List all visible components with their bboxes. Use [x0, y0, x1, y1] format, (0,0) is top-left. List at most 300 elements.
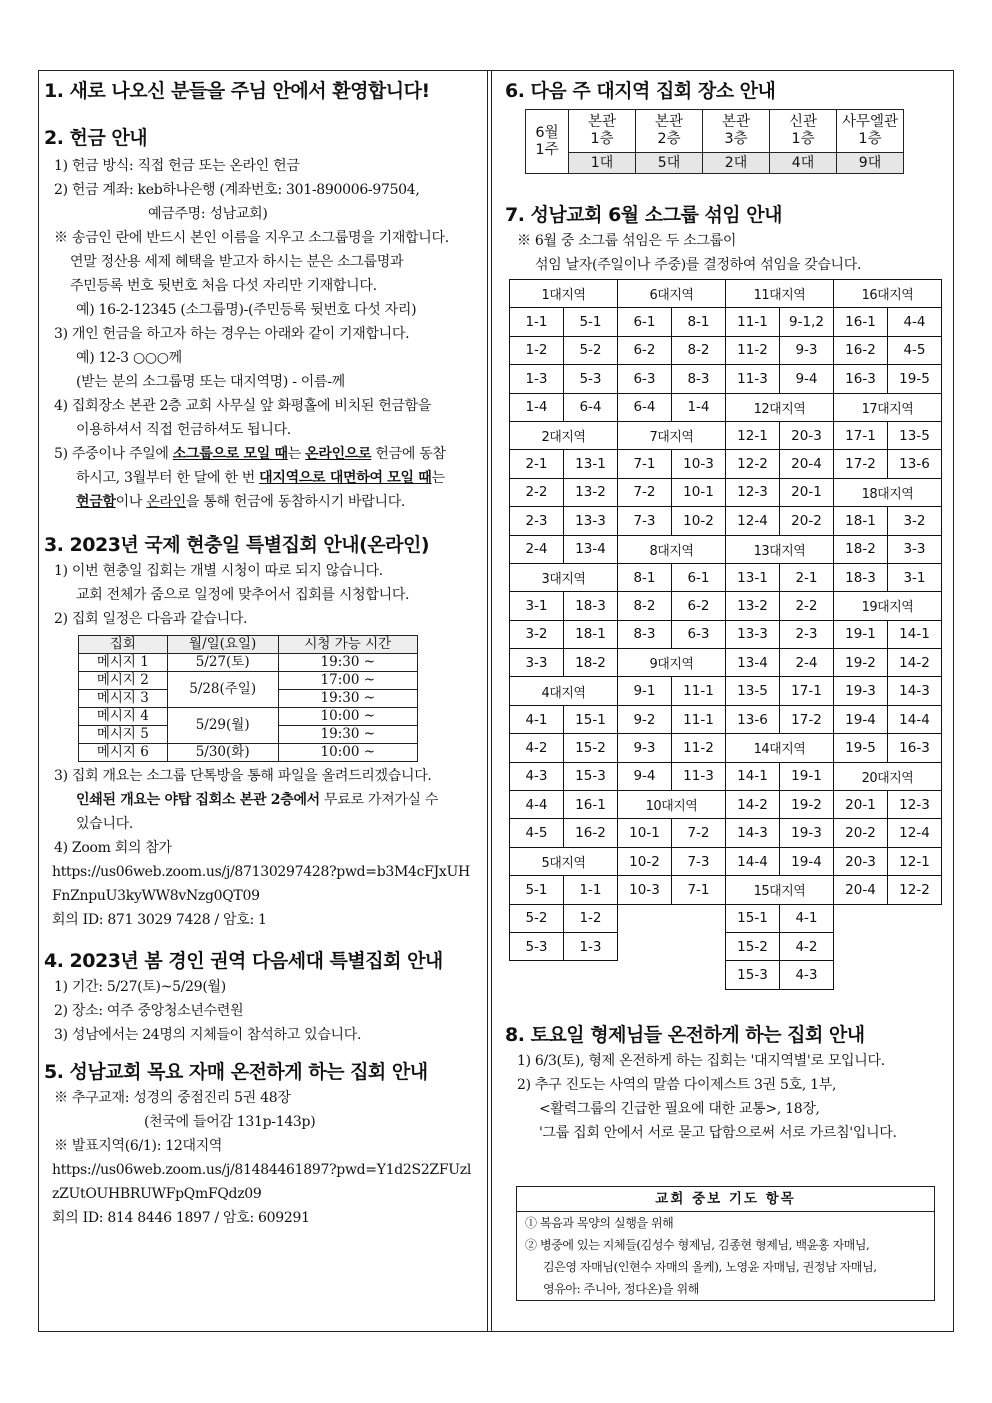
group-cell: 14-2	[726, 791, 780, 819]
group-cell: 1-4	[510, 393, 564, 421]
table-row	[510, 365, 942, 393]
group-cell: 11-3	[672, 762, 726, 790]
table-cell: 5/30(화)	[167, 744, 278, 762]
group-cell: 10-2	[672, 507, 726, 535]
group-cell: 7-3	[672, 847, 726, 875]
table-header-cell: 집회	[79, 636, 168, 654]
group-cell: 20-1	[834, 791, 888, 819]
table-row	[510, 762, 942, 790]
region-header-cell: 12대지역	[726, 393, 834, 421]
table-cell: 5/28(주일)	[167, 672, 278, 708]
table-row	[510, 819, 942, 847]
section-1-title: 1. 새로 나오신 분들을 주님 안에서 환영합니다!	[44, 80, 430, 102]
group-cell: 1-2	[564, 904, 618, 932]
group-cell: 8-2	[618, 592, 672, 620]
group-cell: 19-2	[780, 791, 834, 819]
text-line: 예) 16-2-12345 (소그룹명)-(주민등록 뒷번호 다섯 자리)	[76, 302, 417, 318]
place-cell: 본관 3층	[703, 110, 770, 153]
prayer-item: ① 복음과 목양의 실행을 위해	[525, 1216, 674, 1230]
group-cell: 12-1	[888, 847, 942, 875]
group-cell: 2-3	[510, 507, 564, 535]
group-cell: 12-3	[888, 791, 942, 819]
group-cell: 4-3	[510, 762, 564, 790]
prayer-box	[516, 1186, 935, 1301]
group-cell: 3-2	[888, 507, 942, 535]
table-cell: 17:00 ~	[278, 672, 417, 690]
text-line: 1) 6/3(토), 형제 온전하게 하는 집회는 '대지역별'로 모입니다.	[517, 1052, 885, 1069]
group-cell: 4-2	[780, 932, 834, 960]
group-cell: 11-1	[726, 308, 780, 336]
group-cell: 11-3	[726, 365, 780, 393]
table-row	[510, 450, 942, 478]
region-header-cell: 9대지역	[618, 649, 726, 677]
text-span: 을 통해 헌금에 동참하시기 바랍니다.	[185, 494, 406, 510]
group-cell: 13-4	[726, 649, 780, 677]
table-cell: 10:00 ~	[278, 744, 417, 762]
group-cell: 7-1	[618, 450, 672, 478]
table-row	[510, 478, 942, 506]
region-header-cell: 15대지역	[726, 876, 834, 904]
text-line	[54, 442, 484, 466]
group-cell: 9-3	[618, 734, 672, 762]
group-cell: 14-4	[726, 847, 780, 875]
table-cell: 메시지 3	[79, 690, 168, 708]
group-cell: 18-2	[564, 649, 618, 677]
meeting-id: 회의 ID: 871 3029 7428 / 암호: 1	[52, 912, 267, 928]
group-cell: 1-3	[510, 365, 564, 393]
text-span: 현금함	[76, 494, 116, 510]
text-line: 4) 집회장소 본관 2층 교회 사무실 앞 화평홀에 비치된 헌금함을	[54, 398, 432, 414]
group-cell: 15-1	[726, 904, 780, 932]
group-cell: 10-1	[618, 819, 672, 847]
group-cell: 6-3	[618, 365, 672, 393]
text-line: 3) 집회 개요는 소그룹 단톡방을 통해 파일을 올려드리겠습니다.	[54, 768, 432, 784]
group-cell: 2-3	[780, 620, 834, 648]
group-cell: 19-2	[834, 649, 888, 677]
group-cell: 17-2	[780, 705, 834, 733]
empty-cell	[618, 961, 726, 989]
group-cell: 13-6	[726, 705, 780, 733]
prayer-title: 교회 중보 기도 항목	[517, 1187, 934, 1212]
group-cell: 4-4	[510, 791, 564, 819]
group-cell: 6-2	[618, 336, 672, 364]
region-header-cell: 6대지역	[618, 280, 726, 308]
group-cell: 5-1	[564, 308, 618, 336]
group-cell: 2-2	[780, 592, 834, 620]
text-line	[54, 788, 484, 812]
text-span: 이나	[115, 494, 147, 510]
group-cell: 3-1	[888, 563, 942, 591]
empty-cell	[618, 904, 726, 932]
table-cell: 메시지 4	[79, 708, 168, 726]
section-7-title: 7. 성남교회 6월 소그룹 섞임 안내	[505, 204, 782, 226]
group-cell: 19-3	[834, 677, 888, 705]
table-cell: 19:30 ~	[278, 690, 417, 708]
group-cell: 16-3	[888, 734, 942, 762]
group-cell: 19-5	[834, 734, 888, 762]
group-cell: 18-3	[834, 563, 888, 591]
empty-cell	[834, 932, 942, 960]
group-cell: 3-3	[888, 535, 942, 563]
group-cell: 4-1	[510, 705, 564, 733]
region-header-cell: 1대지역	[510, 280, 618, 308]
group-cell: 2-1	[780, 563, 834, 591]
text-line: 2) 집회 일정은 다음과 같습니다.	[54, 611, 248, 627]
group-cell: 8-1	[672, 308, 726, 336]
table-cell: 10:00 ~	[278, 708, 417, 726]
text-span: 5) 주중이나 주일에	[54, 446, 173, 462]
group-cell: 2-4	[510, 535, 564, 563]
table-row	[510, 847, 942, 875]
group-cell: 4-1	[780, 904, 834, 932]
group-cell: 11-1	[672, 705, 726, 733]
table-row	[510, 734, 942, 762]
group-cell: 19-1	[780, 762, 834, 790]
prayer-item: 김은영 자매님(인현수 자매의 올케), 노영윤 자매님, 권정남 자매님,	[543, 1260, 877, 1274]
text-line: (천국에 들어감 131p-143p)	[144, 1114, 316, 1130]
text-line: 이용하셔서 직접 헌금하셔도 됩니다.	[76, 422, 291, 438]
text-line: 있습니다.	[76, 816, 134, 832]
group-cell: 12-1	[726, 421, 780, 449]
group-cell: 10-1	[672, 478, 726, 506]
table-row	[510, 961, 942, 989]
group-cell: 12-4	[888, 819, 942, 847]
text-span: 무료로 가져가실 수	[319, 792, 439, 808]
group-cell: 16-3	[834, 365, 888, 393]
section-3-body	[44, 559, 484, 932]
region-header-cell: 4대지역	[510, 677, 618, 705]
text-line: '그룹 집회 안에서 서로 묻고 답함으로써 서로 가르침'입니다.	[539, 1124, 897, 1141]
text-span: 헌금에 동참	[371, 446, 446, 462]
text-line: <활력그룹의 긴급한 필요에 대한 교통>, 18장,	[539, 1100, 820, 1117]
group-cell: 9-4	[780, 365, 834, 393]
group-cell: 1-4	[672, 393, 726, 421]
table-row	[526, 153, 904, 174]
text-line: (받는 분의 소그룹명 또는 대지역명) - 이름-께	[76, 374, 345, 390]
table-row	[79, 672, 418, 690]
group-cell: 9-1	[618, 677, 672, 705]
group-cell: 13-4	[564, 535, 618, 563]
empty-cell	[834, 904, 942, 932]
group-cell: 17-1	[834, 421, 888, 449]
table-row	[510, 677, 942, 705]
prayer-item: 영유아: 주니아, 정다온)을 위해	[543, 1282, 699, 1296]
group-cell: 12-2	[726, 450, 780, 478]
table-header-cell: 월/일(요일)	[167, 636, 278, 654]
table-cell: 5/29(월)	[167, 708, 278, 744]
section-6-title: 6. 다음 주 대지역 집회 장소 안내	[505, 80, 776, 102]
group-cell: 9-1,2	[780, 308, 834, 336]
region-header-cell: 7대지역	[618, 421, 726, 449]
region-cell: 9대	[837, 153, 904, 174]
group-cell: 5-2	[564, 336, 618, 364]
group-cell: 18-2	[834, 535, 888, 563]
region-header-cell: 11대지역	[726, 280, 834, 308]
group-cell: 5-2	[510, 904, 564, 932]
group-cell: 12-2	[888, 876, 942, 904]
region-cell: 4대	[770, 153, 837, 174]
group-cell: 6-2	[672, 592, 726, 620]
group-cell: 14-3	[888, 677, 942, 705]
region-header-cell: 19대지역	[834, 592, 942, 620]
zoom-link[interactable]: FnZnpuU3kyWW8vNzg0QT09	[52, 888, 260, 904]
text-line: 1) 이번 현충일 집회는 개별 시청이 따로 되지 않습니다.	[54, 563, 383, 579]
region-header-cell: 20대지역	[834, 762, 942, 790]
group-cell: 18-1	[564, 620, 618, 648]
column-divider	[491, 70, 492, 1332]
group-cell: 14-1	[726, 762, 780, 790]
table-row	[526, 110, 904, 153]
text-line	[54, 490, 484, 514]
table-row	[510, 620, 942, 648]
group-cell: 16-1	[564, 791, 618, 819]
table-row	[79, 654, 418, 672]
group-cell: 14-2	[888, 649, 942, 677]
group-cell: 8-2	[672, 336, 726, 364]
left-column	[44, 72, 484, 1230]
group-cell: 3-3	[510, 649, 564, 677]
table-row	[510, 507, 942, 535]
section-8-body	[505, 1049, 950, 1145]
text-line: 교회 전체가 줌으로 일정에 맞추어서 집회를 시청합니다.	[76, 587, 410, 603]
group-cell: 4-5	[888, 336, 942, 364]
text-line: 2) 장소: 여주 중앙청소년수련원	[54, 1003, 244, 1019]
text-line: 주민등록 번호 뒷번호 처음 다섯 자리만 기재합니다.	[70, 278, 377, 294]
group-cell: 19-3	[780, 819, 834, 847]
section-5-title: 5. 성남교회 목요 자매 온전하게 하는 집회 안내	[44, 1061, 428, 1083]
group-cell: 10-2	[618, 847, 672, 875]
table-cell: 메시지 5	[79, 726, 168, 744]
table-row	[510, 280, 942, 308]
region-header-cell: 10대지역	[618, 791, 726, 819]
group-cell: 14-3	[726, 819, 780, 847]
table-row	[510, 876, 942, 904]
group-cell: 6-1	[672, 563, 726, 591]
group-cell: 10-3	[672, 450, 726, 478]
table-row	[510, 336, 942, 364]
group-cell: 2-2	[510, 478, 564, 506]
group-cell: 6-3	[672, 620, 726, 648]
table-row	[510, 393, 942, 421]
group-cell: 15-1	[564, 705, 618, 733]
group-cell: 15-2	[564, 734, 618, 762]
group-cell: 20-2	[780, 507, 834, 535]
group-cell: 13-1	[726, 563, 780, 591]
group-cell: 3-1	[510, 592, 564, 620]
region-cell: 2대	[703, 153, 770, 174]
table-row	[510, 705, 942, 733]
empty-cell	[618, 932, 726, 960]
text-span: 소그룹으로 모일 때	[172, 446, 288, 462]
group-cell: 11-2	[672, 734, 726, 762]
mixing-group-table	[509, 279, 942, 990]
region-cell: 5대	[636, 153, 703, 174]
table-row	[510, 649, 942, 677]
empty-cell	[510, 961, 618, 989]
group-cell: 7-1	[672, 876, 726, 904]
schedule-table	[78, 635, 418, 762]
group-cell: 19-4	[780, 847, 834, 875]
group-cell: 20-4	[780, 450, 834, 478]
region-header-cell: 14대지역	[726, 734, 834, 762]
section-3-title: 3. 2023년 국제 현충일 특별집회 안내(온라인)	[44, 534, 430, 556]
table-row	[79, 708, 418, 726]
group-cell: 7-2	[672, 819, 726, 847]
text-line: 예금주명: 성남교회)	[148, 206, 268, 222]
group-cell: 18-1	[834, 507, 888, 535]
region-header-cell: 16대지역	[834, 280, 942, 308]
group-cell: 3-2	[510, 620, 564, 648]
group-cell: 20-3	[834, 847, 888, 875]
group-cell: 14-1	[888, 620, 942, 648]
text-span: 온라인으로	[305, 446, 372, 462]
table-cell: 19:30 ~	[278, 654, 417, 672]
text-span: 는	[431, 470, 445, 486]
group-cell: 9-4	[618, 762, 672, 790]
group-cell: 2-4	[780, 649, 834, 677]
text-span: 하시고, 3월부터 한 달에 한 번	[76, 470, 260, 486]
region-header-cell: 17대지역	[834, 393, 942, 421]
group-cell: 1-1	[510, 308, 564, 336]
place-cell: 사무엘관 1층	[837, 110, 904, 153]
group-cell: 6-4	[564, 393, 618, 421]
section-4-body	[44, 975, 484, 1047]
section-7-body	[505, 229, 950, 277]
text-line	[54, 466, 484, 490]
table-row	[79, 744, 418, 762]
group-cell: 8-1	[618, 563, 672, 591]
place-cell: 본관 2층	[636, 110, 703, 153]
table-row	[510, 563, 942, 591]
group-cell: 13-5	[888, 421, 942, 449]
zoom-link[interactable]: zZUtOUHBRUWFpQmFQdz09	[52, 1186, 262, 1202]
text-line: 1) 기간: 5/27(토)~5/29(월)	[54, 979, 226, 995]
group-cell: 13-2	[564, 478, 618, 506]
group-cell: 20-1	[780, 478, 834, 506]
place-cell: 신관 1층	[770, 110, 837, 153]
group-cell: 18-3	[564, 592, 618, 620]
group-cell: 4-3	[780, 961, 834, 989]
group-cell: 11-2	[726, 336, 780, 364]
region-header-cell: 13대지역	[726, 535, 834, 563]
section-5-body	[44, 1086, 484, 1230]
group-cell: 8-3	[618, 620, 672, 648]
group-cell: 4-5	[510, 819, 564, 847]
region-header-cell: 18대지역	[834, 478, 942, 506]
group-cell: 7-3	[618, 507, 672, 535]
section-4-title: 4. 2023년 봄 경인 권역 다음세대 특별집회 안내	[44, 950, 443, 972]
group-cell: 20-3	[780, 421, 834, 449]
text-line: ※ 6월 중 소그룹 섞임은 두 소그룹이	[517, 233, 737, 249]
region-header-cell: 2대지역	[510, 421, 618, 449]
group-cell: 4-2	[510, 734, 564, 762]
group-cell: 20-4	[834, 876, 888, 904]
table-row	[510, 592, 942, 620]
group-cell: 13-6	[888, 450, 942, 478]
group-cell: 7-2	[618, 478, 672, 506]
group-cell: 15-2	[726, 932, 780, 960]
table-row	[510, 932, 942, 960]
group-cell: 19-4	[834, 705, 888, 733]
text-line: 예) 12-3 ○○○께	[76, 350, 182, 366]
group-cell: 16-2	[564, 819, 618, 847]
table-cell: 19:30 ~	[278, 726, 417, 744]
group-cell: 12-3	[726, 478, 780, 506]
group-cell: 13-1	[564, 450, 618, 478]
group-cell: 17-2	[834, 450, 888, 478]
table-row	[510, 904, 942, 932]
table-row	[510, 308, 942, 336]
group-cell: 19-1	[834, 620, 888, 648]
text-line: 2) 추구 진도는 사역의 말씀 다이제스트 3권 5호, 1부,	[517, 1076, 837, 1093]
prayer-item: ② 병중에 있는 지체들(김성수 형제님, 김종현 형제님, 백윤홍 자매님,	[525, 1238, 870, 1252]
group-cell: 20-2	[834, 819, 888, 847]
place-cell: 본관 1층	[569, 110, 636, 153]
text-line: 1) 헌금 방식: 직접 헌금 또는 온라인 헌금	[54, 158, 300, 174]
group-cell: 1-2	[510, 336, 564, 364]
group-cell: 1-1	[564, 876, 618, 904]
text-span: 온라인	[146, 494, 186, 510]
text-line: 섞임 날자(주일이나 주중)를 결정하여 섞임을 갖습니다.	[535, 257, 862, 273]
place-table	[525, 109, 904, 174]
group-cell: 5-3	[510, 932, 564, 960]
table-cell: 5/27(토)	[167, 654, 278, 672]
group-cell: 10-3	[618, 876, 672, 904]
group-cell: 9-2	[618, 705, 672, 733]
table-row	[510, 535, 942, 563]
zoom-link[interactable]: https://us06web.zoom.us/j/87130297428?pwd=b3M4cFJxUH	[52, 864, 470, 880]
group-cell: 17-1	[780, 677, 834, 705]
group-cell: 14-4	[888, 705, 942, 733]
section-2-body	[44, 154, 484, 514]
group-cell: 13-3	[564, 507, 618, 535]
zoom-link[interactable]: https://us06web.zoom.us/j/81484461897?pwd=Y1d2S2ZFUzl	[52, 1162, 472, 1178]
group-cell: 13-2	[726, 592, 780, 620]
group-cell: 19-5	[888, 365, 942, 393]
region-header-cell: 5대지역	[510, 847, 618, 875]
meeting-id: 회의 ID: 814 8446 1897 / 암호: 609291	[52, 1210, 310, 1226]
table-row	[510, 421, 942, 449]
group-cell: 13-5	[726, 677, 780, 705]
group-cell: 8-3	[672, 365, 726, 393]
group-cell: 6-4	[618, 393, 672, 421]
group-cell: 12-4	[726, 507, 780, 535]
group-cell: 9-3	[780, 336, 834, 364]
text-line: ※ 발표지역(6/1): 12대지역	[54, 1138, 223, 1154]
group-cell: 16-2	[834, 336, 888, 364]
text-line: 4) Zoom 회의 참가	[54, 840, 172, 856]
group-cell: 2-1	[510, 450, 564, 478]
table-row	[510, 791, 942, 819]
text-line: ※ 송금인 란에 반드시 본인 이름을 지우고 소그룹명을 기재합니다.	[54, 230, 449, 246]
region-header-cell: 8대지역	[618, 535, 726, 563]
group-cell: 15-3	[564, 762, 618, 790]
table-cell: 메시지 2	[79, 672, 168, 690]
text-line: 3) 성남에서는 24명의 지체들이 참석하고 있습니다.	[54, 1027, 362, 1043]
column-divider	[487, 70, 488, 1332]
table-cell: 메시지 6	[79, 744, 168, 762]
text-span: 는	[287, 446, 306, 462]
section-8-title: 8. 토요일 형제님들 온전하게 하는 집회 안내	[505, 1023, 865, 1046]
group-cell: 16-1	[834, 308, 888, 336]
group-cell: 11-1	[672, 677, 726, 705]
section-2-title: 2. 헌금 안내	[44, 127, 148, 149]
text-line: 연말 정산용 세제 혜택을 받고자 하시는 분은 소그룹명과	[70, 254, 404, 270]
text-line: 2) 헌금 계좌: keb하나은행 (계좌번호: 301-890006-97504,	[54, 182, 420, 198]
region-cell: 1대	[569, 153, 636, 174]
group-cell: 4-4	[888, 308, 942, 336]
empty-cell	[834, 961, 942, 989]
